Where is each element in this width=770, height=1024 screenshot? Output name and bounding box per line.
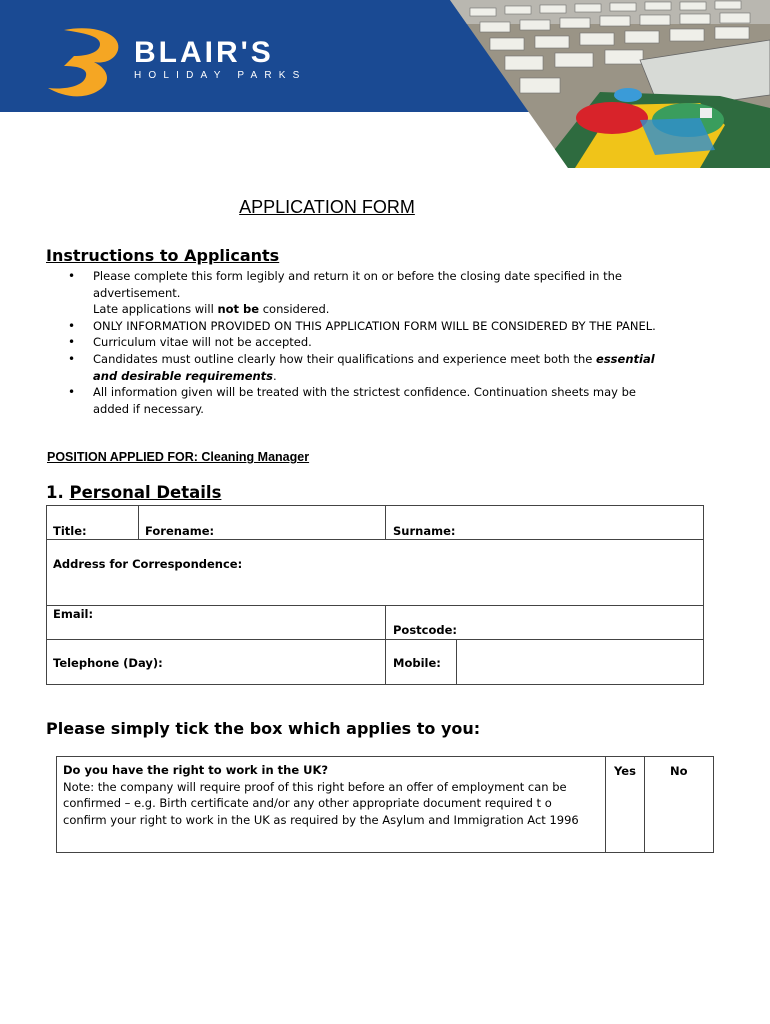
form-title: APPLICATION FORM	[239, 197, 415, 217]
right-to-work-table	[56, 756, 714, 853]
tick-box-heading: Please simply tick the box which applies to you:	[46, 719, 481, 738]
telephone-field[interactable]: Telephone (Day):	[53, 656, 163, 670]
instructions-list	[46, 268, 656, 417]
instruction-text: Late applications will	[93, 302, 218, 317]
question-text: Do you have the right to work in the UK?	[63, 763, 329, 777]
instruction-item	[46, 334, 656, 351]
col-divider	[605, 757, 606, 852]
col-divider	[385, 605, 386, 685]
instruction-text: considered.	[259, 302, 330, 317]
instruction-text: Please complete this form legibly and return it on or before the closing date specified in the advertisement.	[93, 269, 622, 300]
personal-details-table	[46, 505, 704, 685]
position-applied-for: POSITION APPLIED FOR: Cleaning Manager	[47, 450, 310, 464]
title-field[interactable]: Title:	[53, 524, 87, 538]
row-divider	[47, 605, 703, 606]
instruction-item	[46, 384, 656, 417]
instruction-item	[46, 351, 656, 384]
instructions-heading: Instructions to Applicants	[46, 246, 280, 265]
question-note: Note: the company will require proof of this right before an offer of employment can be confirmed – e.g. Birth certificate and/or any other appropriate document required t o confirm your right to work in the UK as required by the Asylum and Immigration Act 1996	[63, 779, 579, 827]
instruction-text: Candidates must outline clearly how their qualifications and experience meet both the	[93, 351, 597, 366]
row-divider	[47, 539, 703, 540]
forename-field[interactable]: Forename:	[145, 524, 215, 538]
yes-checkbox[interactable]: Yes	[614, 764, 636, 778]
brand-name: BLAIR'S	[134, 36, 274, 69]
surname-field[interactable]: Surname:	[393, 524, 456, 538]
instruction-emphasis: essential and desirable requirements	[93, 351, 655, 383]
postcode-field[interactable]: Postcode:	[393, 623, 458, 637]
instruction-item	[46, 318, 656, 335]
col-divider	[385, 506, 386, 539]
brand-logo-text	[134, 38, 307, 81]
mobile-field[interactable]: Mobile:	[393, 656, 441, 670]
header-banner	[0, 0, 770, 168]
row-divider	[47, 639, 703, 640]
no-checkbox[interactable]: No	[670, 764, 688, 778]
right-to-work-question	[63, 762, 598, 828]
col-divider	[456, 639, 457, 685]
personal-details-heading	[46, 483, 221, 502]
instruction-text: Curriculum vitae will not be accepted.	[93, 335, 312, 350]
section-number: 1.	[46, 483, 64, 502]
instruction-text: ONLY INFORMATION PROVIDED ON THIS APPLICATION FORM WILL BE CONSIDERED BY THE PANEL.	[93, 318, 656, 333]
instruction-text: .	[273, 368, 277, 383]
instruction-emphasis: not be	[217, 302, 260, 317]
brand-subtitle: HOLIDAY PARKS	[134, 70, 307, 81]
instruction-item	[46, 268, 656, 318]
instruction-text: All information given will be treated with the strictest confidence. Continuation sheets may be added if necessary.	[93, 385, 636, 416]
email-field[interactable]: Email:	[53, 607, 94, 621]
section-title: Personal Details	[69, 483, 222, 502]
address-field[interactable]: Address for Correspondence:	[53, 557, 243, 571]
col-divider	[644, 757, 645, 852]
col-divider	[138, 506, 139, 539]
header-graphic	[0, 0, 770, 168]
